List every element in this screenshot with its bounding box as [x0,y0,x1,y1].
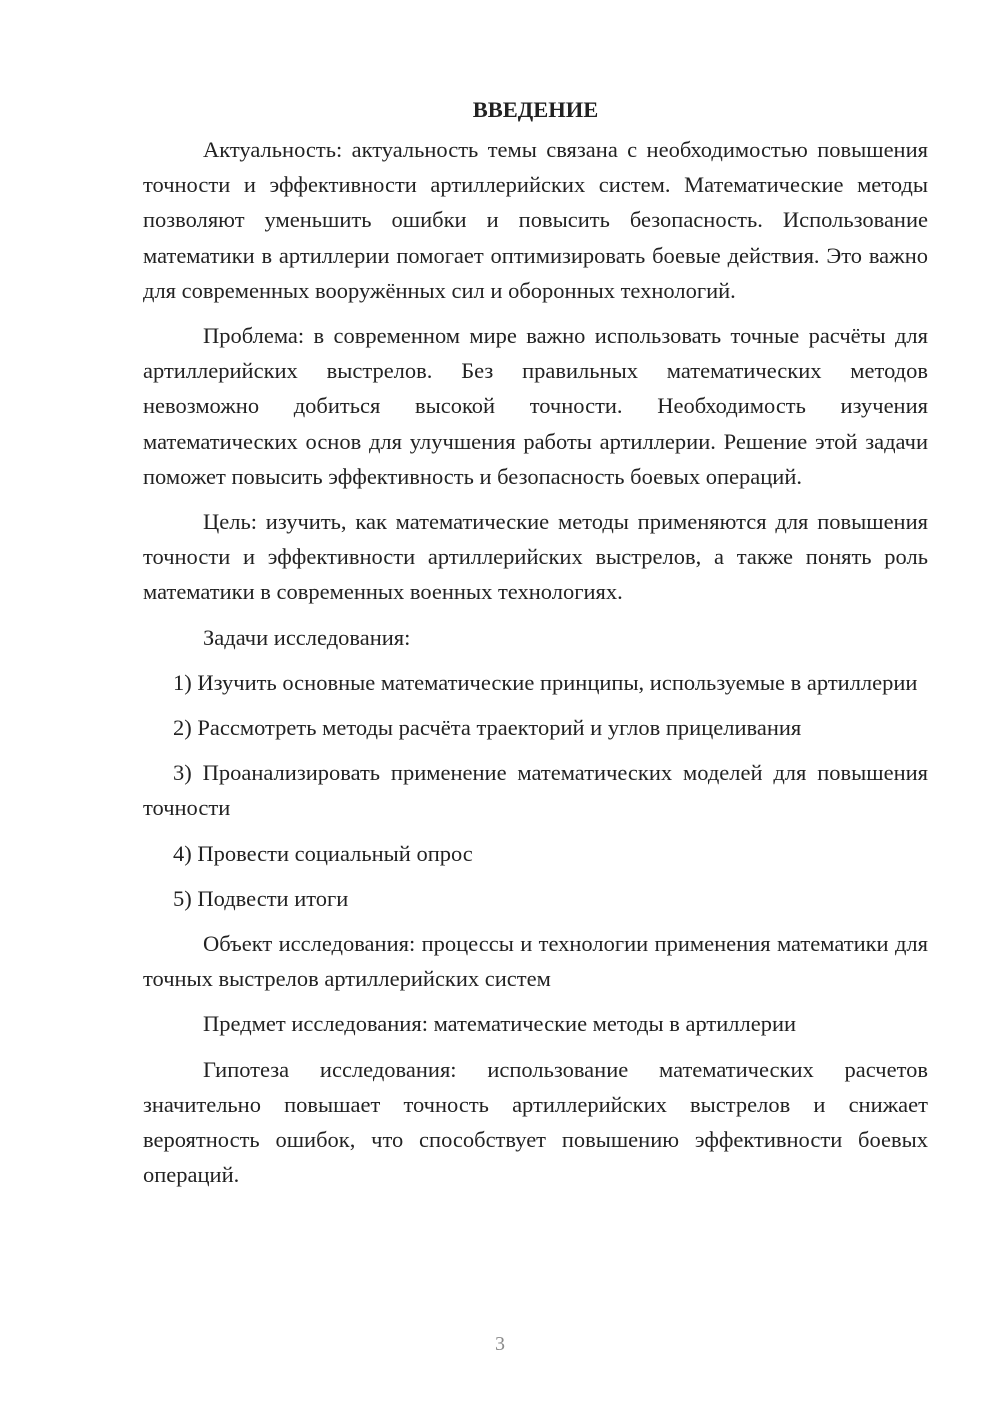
tasks-heading: Задачи исследования: [203,624,411,650]
subject-paragraph: Предмет исследования: математические методы в артиллерии [203,1011,797,1037]
problem-paragraph: Проблема: в современном мире важно использовать точные расчёты для артиллерийских выстрелов. Без правильных математических методов невозможно добиться высокой точности. Необходимость изучения математических основ для улучшения работы артиллерии. Решение этой задачи поможет повысить эффективность и безопасность боевых операций. [143,323,928,489]
relevance-paragraph: Актуальность: актуальность темы связана с необходимостью повышения точности и эффективности артиллерийских систем. Математические методы позволяют уменьшить ошибки и повысить безопасность. Использование математики в артиллерии помогает оптимизировать боевые действия. Это важно для современных вооружённых сил и оборонных технологий. [143,137,928,303]
page-number: 3 [495,1333,505,1355]
task-item-2: 2) Рассмотреть методы расчёта траекторий и углов прицеливания [173,715,802,741]
page-title: ВВЕДЕНИЕ [472,97,599,122]
task-item-3: 3) Проанализировать применение математических моделей для повышения точности [143,760,928,821]
task-item-4: 4) Провести социальный опрос [173,840,473,866]
task-item-1: 1) Изучить основные математические принципы, используемые в артиллерии [173,669,918,695]
hypothesis-paragraph: Гипотеза исследования: использование математических расчетов значительно повышает точность артиллерийских выстрелов и снижает вероятность ошибок, что способствует повышению эффективности боевых операций. [143,1056,928,1188]
document-page [143,92,928,1202]
goal-paragraph: Цель: изучить, как математические методы применяются для повышения точности и эффективности артиллерийских выстрелов, а также понять роль математики в современных военных технологиях. [143,509,928,605]
task-item-5: 5) Подвести итоги [173,885,349,911]
object-paragraph: Объект исследования: процессы и технологии применения математики для точных выстрелов артиллерийских систем [143,931,928,992]
